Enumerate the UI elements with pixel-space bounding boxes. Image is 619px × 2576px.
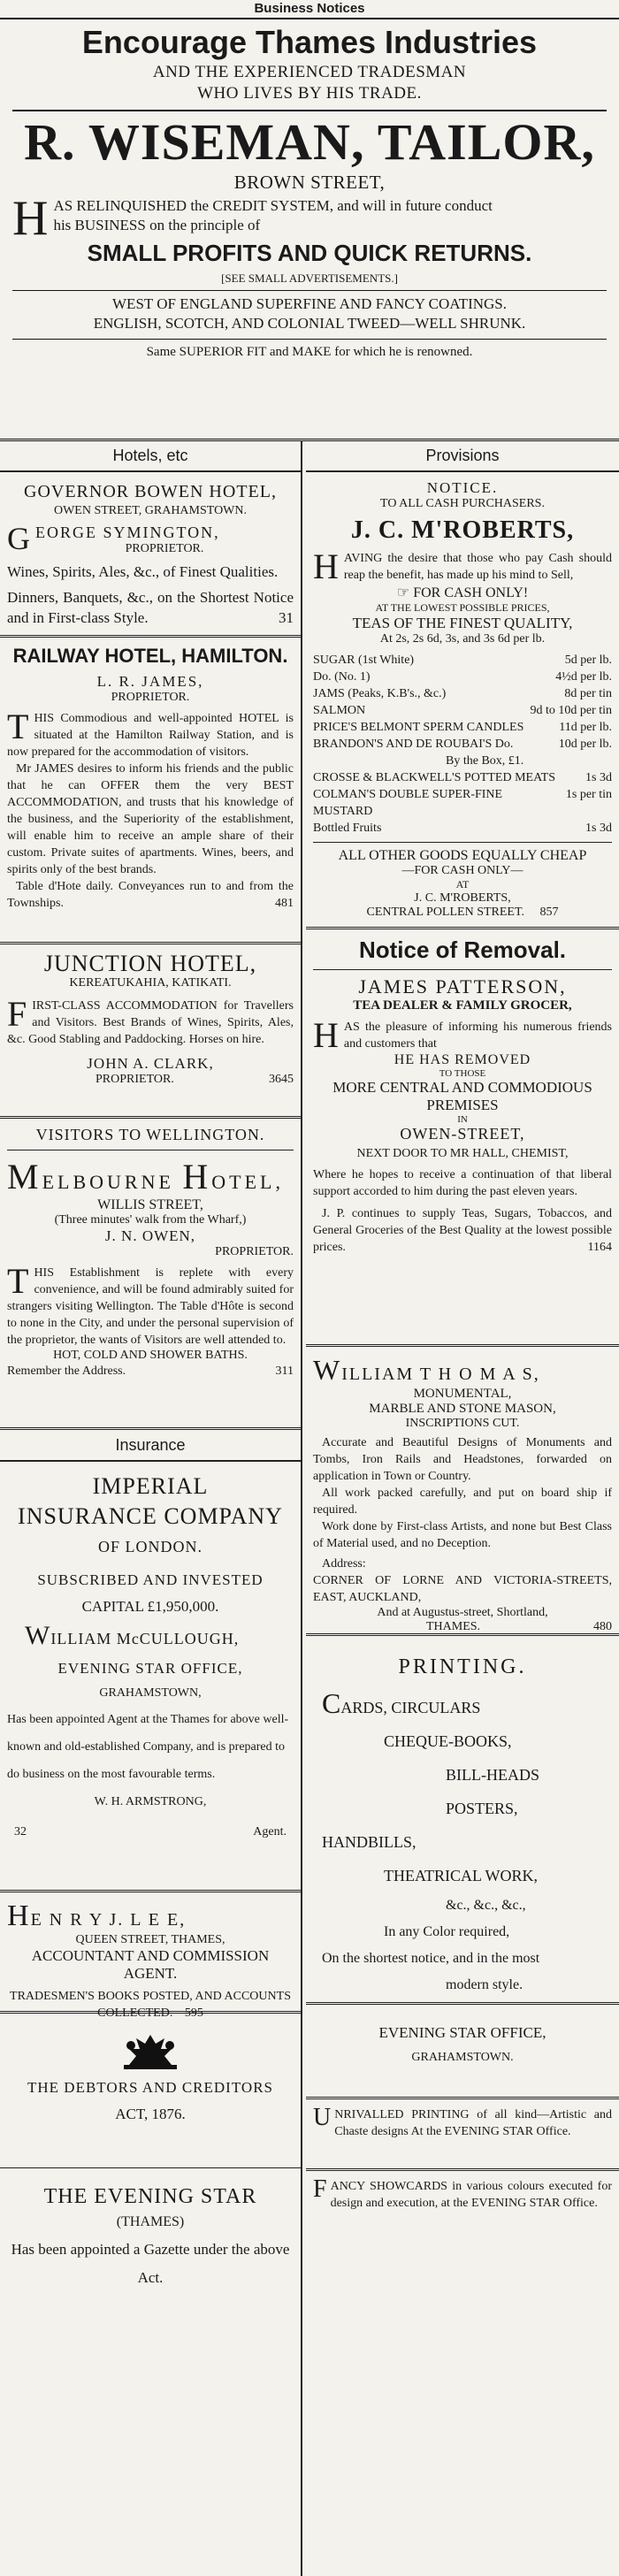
- jc-teaprice: At 2s, 2s 6d, 3s, and 3s 6d per lb.: [379, 632, 546, 646]
- evening-star-office-ad: [306, 2005, 619, 2099]
- price-item-name: COLMAN'S DOUBLE SUPER-FINE MUSTARD: [313, 788, 503, 818]
- ins-name-text: ILLIAM McCULLOUGH,: [50, 1630, 240, 1647]
- henry-lee-ad: [0, 1892, 301, 2020]
- price-row: [313, 820, 612, 837]
- cloth-line-1: WEST OF ENGLAND SUPERFINE AND FANCY COATINGS.: [112, 295, 507, 312]
- hl-title-2: AGENT.: [123, 1965, 178, 1982]
- pr-line-8: In any Color required,: [384, 1924, 510, 1939]
- nr-removed: HE HAS REMOVED: [394, 1052, 531, 1067]
- jc-cheap: ALL OTHER GOODS EQUALLY CHEAP: [338, 848, 587, 863]
- rule: [313, 969, 612, 970]
- ins-town: GRAHAMSTOWN,: [99, 1686, 202, 1700]
- see-small-ads: [SEE SMALL ADVERTISEMENTS.]: [221, 271, 398, 285]
- wt-title-2: MARBLE AND STONE MASON,: [369, 1402, 556, 1416]
- wt-thames-text: THAMES.: [425, 1620, 481, 1633]
- price-item-name: PRICE'S BELMONT SPERM CANDLES: [313, 721, 524, 734]
- pr-town: GRAHAMSTOWN.: [411, 2051, 514, 2064]
- rule: [12, 290, 607, 291]
- price-item-price: 4½d per lb.: [555, 670, 612, 684]
- ad-number: 32: [14, 1825, 27, 1838]
- melbourne-hotel-ad: [0, 1119, 301, 1430]
- wt-corner: CORNER OF LORNE AND VICTORIA-STREETS, EAST, AUCKLAND,: [313, 1574, 612, 1604]
- section-insurance: Insurance: [0, 1430, 301, 1462]
- gb-title: GOVERNOR BOWEN HOTEL,: [24, 482, 277, 501]
- nr-title: Notice of Removal.: [358, 936, 567, 963]
- governor-bowen-hotel-ad: [0, 472, 301, 638]
- drop-cap: H: [313, 547, 339, 586]
- price-item-name: CROSSE & BLACKWELL'S POTTED MEATS: [313, 771, 555, 784]
- price-item-name: By the Box, £1.: [446, 754, 524, 768]
- pr-line-10: modern style.: [446, 1977, 523, 1992]
- ins-capital: CAPITAL £1,950,000.: [81, 1598, 219, 1615]
- ad-number: 1164: [587, 1241, 612, 1254]
- mroberts-ad: [306, 472, 619, 929]
- royal-arms-icon: [115, 2029, 186, 2074]
- ad-number: 31: [279, 609, 294, 626]
- ad-number: 480: [593, 1620, 612, 1633]
- rh-name: L. R. JAMES,: [96, 673, 204, 690]
- jc-cash: [313, 584, 612, 601]
- jc-body: [313, 547, 612, 586]
- mh-remember-text: Remember the Address.: [7, 1364, 126, 1378]
- gb-proprietor: PROPRIETOR.: [125, 542, 204, 555]
- price-item-name: Do. (No. 1): [313, 670, 371, 684]
- hl-title-1: ACCOUNTANT AND COMMISSION: [31, 1947, 270, 1964]
- wt-and: And at Augustus-street, Shortland,: [377, 1606, 548, 1619]
- tailor-street: BROWN STREET,: [233, 172, 386, 193]
- jc-lowest: AT THE LOWEST POSSIBLE PRICES,: [375, 601, 550, 614]
- imperial-insurance-ad: [0, 1462, 301, 1892]
- mh-proprietor: PROPRIETOR.: [215, 1245, 294, 1258]
- jc-street: [313, 906, 612, 920]
- jc-street-text: CENTRAL POLLEN STREET.: [366, 906, 524, 919]
- price-row: [313, 652, 612, 669]
- wt-title-1: MONUMENTAL,: [413, 1387, 512, 1401]
- fit-line: Same SUPERIOR FIT and MAKE for which he is renowned.: [146, 345, 473, 359]
- wt-address-label: Address:: [322, 1557, 366, 1571]
- cloth-line-2: ENGLISH, SCOTCH, AND COLONIAL TWEED—WELL SHRUNK.: [93, 315, 526, 332]
- jc-to: TO ALL CASH PURCHASERS.: [380, 497, 545, 510]
- gb-dinners-text: Dinners, Banquets, &c., on the Shortest Notice and in First-class Style.: [7, 589, 294, 626]
- pr-office: EVENING STAR OFFICE,: [378, 2024, 546, 2041]
- price-list: [313, 652, 612, 837]
- price-item-price: 5d per lb.: [564, 654, 612, 667]
- jc-notice: NOTICE.: [426, 479, 499, 496]
- mh-visitors: VISITORS TO WELLINGTON.: [35, 1126, 265, 1143]
- pointing-hand-icon: ☞: [396, 585, 414, 600]
- ins-agent-name: [7, 1621, 294, 1651]
- wt-name: [313, 1354, 612, 1387]
- ins-cap-w: W: [25, 1621, 51, 1650]
- ad-number: 481: [275, 897, 294, 910]
- mh-body: [7, 1261, 294, 1349]
- printing-ad: [306, 1636, 619, 2005]
- ins-footer: [7, 1825, 294, 1839]
- ins-sign: W. H. ARMSTRONG,: [94, 1795, 207, 1808]
- es-title: THE EVENING STAR: [43, 2185, 257, 2208]
- mh-remember: [7, 1363, 294, 1380]
- rh-body-3: [7, 878, 294, 912]
- hl-name-text: E N R Y J. L E E,: [30, 1910, 187, 1930]
- un-body: NRIVALLED PRINTING of all kind—Artistic and Chaste designs At the EVENING STAR Office.: [334, 2108, 612, 2138]
- pr-line-2: CHEQUE-BOOKS,: [384, 1732, 512, 1750]
- fs-body: ANCY SHOWCARDS in various colours executed for design and execution, at the EVENING STAR Office.: [330, 2180, 612, 2210]
- dc-title-1: THE DEBTORS AND CREDITORS: [27, 2079, 273, 2096]
- nr-tothose: TO THOSE: [439, 1068, 486, 1079]
- ad-number: 857: [539, 906, 559, 919]
- jh-body: [7, 994, 294, 1048]
- mh-title-cap-m: M: [7, 1157, 42, 1196]
- fs-cap-f: F: [313, 2175, 327, 2203]
- mh-walk: (Three minutes' walk from the Wharf,): [54, 1213, 247, 1227]
- jc-cash-text: FOR CASH ONLY!: [413, 585, 529, 600]
- mh-title-cap-h: H: [182, 1157, 212, 1196]
- hl-name: [7, 1900, 294, 1933]
- pr-line-1: [313, 1686, 612, 1724]
- price-row: [313, 719, 612, 736]
- mh-street: WILLIS STREET,: [97, 1197, 203, 1212]
- mh-body-text: HIS Establishment is replete with every convenience, and will be found admirably suited for strangers visiting Wellington. The Table d'Hôte is second to none in the City, and under the personal supervision of the proprietor, the wants of Visitors are well attended to.: [7, 1266, 294, 1347]
- pr-line-1-text: ARDS, CIRCULARS: [340, 1699, 481, 1716]
- price-item-price: 8d per tin: [564, 687, 612, 700]
- subheading-2: WHO LIVES BY HIS TRADE.: [197, 84, 422, 103]
- tailor-body-line-1: AS RELINQUISHED the CREDIT SYSTEM, and will in future conduct: [53, 197, 493, 214]
- nr-hopes: Where he hopes to receive a continuation of that liberal support accorded to him during the past eleven years.: [313, 1168, 612, 1198]
- ins-agent-label: Agent.: [253, 1825, 287, 1838]
- rh-body-1: HIS Commodious and well-appointed HOTEL is situated at the Hamilton Railway Station, and is now prepared for the accommodation of visitors.: [7, 712, 294, 759]
- drop-cap: H: [12, 191, 49, 246]
- left-column: [0, 440, 302, 2576]
- jc-name: J. C. M'ROBERTS,: [350, 516, 575, 544]
- jh-proprietor-text: PROPRIETOR.: [96, 1073, 174, 1086]
- price-row: [313, 769, 612, 786]
- price-item-name: SALMON: [313, 704, 366, 717]
- nr-next: NEXT DOOR TO MR HALL, CHEMIST,: [356, 1147, 569, 1160]
- headline: Encourage Thames Industries: [81, 24, 538, 60]
- section-provisions: Provisions: [306, 440, 619, 472]
- nr-name: JAMES PATTERSON,: [358, 975, 567, 998]
- wiseman-advertisement: [0, 19, 619, 441]
- william-thomas-ad: [306, 1347, 619, 1636]
- tailor-body: [12, 191, 607, 246]
- ins-subscribed: [7, 1571, 294, 1589]
- nr-body-text: AS the pleasure of informing his numerous friends and customers that: [343, 1020, 612, 1051]
- ins-body: Has been appointed Agent at the Thames for above well-known and old-established Company, and is prepared to do business on the most favourable terms.: [7, 1713, 289, 1781]
- drop-cap: T: [7, 1261, 29, 1301]
- wt-title-3: INSCRIPTIONS CUT.: [405, 1417, 520, 1430]
- mh-name: J. N. OWEN,: [104, 1227, 196, 1244]
- pr-cap-c: C: [322, 1687, 341, 1719]
- gb-name: EORGE SYMINGTON,: [35, 524, 220, 541]
- wt-body-1: Accurate and Beautiful Designs of Monuments and Tombs, Iron Rails and Headstones, forwarded on application in Town or Country.: [313, 1436, 612, 1483]
- jh-address: KEREATUKAHIA, KATIKATI.: [69, 976, 232, 990]
- nr-central: MORE CENTRAL AND COMMODIOUS PREMISES: [332, 1079, 592, 1113]
- fancy-showcards-ad: [306, 2171, 619, 2219]
- hl-address: QUEEN STREET, THAMES,: [75, 1933, 225, 1946]
- rh-body-2: Mr JAMES desires to inform his friends and the public that he can OFFER them the very BEST ACCOMMODATION, and trusts that his knowledge of the business, and the Superiority of the establishment, will enable him to receive an ample share of their custom. Private suites of apartments. Wines, beers, and spirits only of the best brands.: [7, 762, 294, 876]
- rh-body: [7, 707, 294, 761]
- mh-title: [7, 1156, 294, 1197]
- tailor-name: R. WISEMAN, TAILOR,: [24, 113, 595, 171]
- jh-name: JOHN A. CLARK,: [87, 1055, 214, 1072]
- jc-forcash: —FOR CASH ONLY—: [401, 864, 523, 877]
- price-item-name: JAMS (Peaks, K.B's., &c.): [313, 687, 447, 700]
- right-column: [306, 440, 619, 2576]
- nr-supply-text: J. P. continues to supply Teas, Sugars, Tobaccos, and General Groceries of the Best Quality at the lowest possible prices.: [313, 1207, 612, 1254]
- mh-title-rest-2: OTEL,: [211, 1171, 284, 1193]
- wt-cap-w: W: [313, 1354, 342, 1386]
- price-item-name: SUGAR (1st White): [313, 654, 415, 667]
- ad-number: 3645: [269, 1073, 294, 1086]
- gb-proprietor-block: [7, 521, 294, 556]
- price-item-price: 9d to 10d per tin: [530, 704, 612, 717]
- wt-name-text: ILLIAM T H O M A S,: [341, 1364, 540, 1384]
- rule: [313, 842, 612, 843]
- price-row: [313, 702, 612, 719]
- nr-street: OWEN-STREET,: [400, 1125, 525, 1143]
- dc-title-2: ACT, 1876.: [115, 2106, 186, 2122]
- drop-cap: T: [7, 707, 29, 746]
- jc-body-text: AVING the desire that those who pay Cash should reap the benefit, has made up his mind to Sell,: [343, 552, 612, 582]
- nr-supply: [313, 1205, 612, 1256]
- nr-trade: TEA DEALER & FAMILY GROCER,: [353, 998, 572, 1013]
- price-item-price: 1s 3d: [585, 822, 612, 835]
- gb-dinners: [7, 587, 294, 628]
- subheading-1: AND THE EXPERIENCED TRADESMAN: [152, 63, 467, 81]
- price-row: [313, 753, 612, 769]
- price-item-name: Bottled Fruits: [313, 822, 382, 835]
- ad-number: 311: [275, 1364, 294, 1378]
- price-row: [313, 685, 612, 702]
- patterson-removal-ad: [306, 929, 619, 1347]
- jh-proprietor: [7, 1073, 294, 1087]
- ins-title-2: INSURANCE COMPANY: [18, 1503, 283, 1529]
- price-item-price: 1s 3d: [585, 771, 612, 784]
- pr-line-5: HANDBILLS,: [322, 1833, 416, 1851]
- es-sub: (THAMES): [116, 2214, 185, 2229]
- price-row: [313, 736, 612, 753]
- jh-body-text: IRST-CLASS ACCOMMODATION for Travellers and Visitors. Best Brands of Wines, Spirits, Ales, &c. Good Stabling and Paddocking. Horses on hire.: [7, 999, 294, 1046]
- mh-title-rest-1: ELBOURNE: [42, 1171, 174, 1193]
- rule: [12, 339, 607, 340]
- pr-line-3: BILL-HEADS: [446, 1766, 539, 1784]
- jc-teas: TEAS OF THE FINEST QUALITY,: [352, 615, 573, 631]
- pr-line-4: POSTERS,: [446, 1800, 518, 1817]
- drop-cap: F: [7, 994, 27, 1034]
- unrivalled-printing-ad: [306, 2099, 619, 2171]
- slogan: SMALL PROFITS AND QUICK RETURNS.: [87, 240, 532, 266]
- jc-at: AT: [455, 878, 470, 891]
- mh-baths: HOT, COLD AND SHOWER BATHS.: [53, 1349, 248, 1362]
- wt-body-2: All work packed carefully, and put on board ship if required.: [313, 1487, 612, 1517]
- ins-title-3: OF LONDON.: [98, 1538, 203, 1556]
- price-item-name: BRANDON'S AND DE ROUBAI'S Do.: [313, 738, 514, 751]
- debtors-creditors-ad: [0, 2014, 301, 2168]
- fs-text: [313, 2175, 612, 2212]
- jc-sign: J. C. M'ROBERTS,: [414, 891, 511, 905]
- rh-title: RAILWAY HOTEL, HAMILTON.: [12, 645, 288, 667]
- gb-address: OWEN STREET, GRAHAMSTOWN.: [53, 504, 248, 517]
- rule: [12, 110, 607, 111]
- rh-proprietor: PROPRIETOR.: [111, 691, 190, 704]
- gb-wines: Wines, Spirits, Ales, &c., of Finest Qualities.: [7, 563, 279, 580]
- price-item-price: 10d per lb.: [558, 738, 612, 751]
- evening-star-gazette-ad: [0, 2168, 301, 2299]
- ins-cap-s: S: [37, 1571, 47, 1588]
- hl-books-text: TRADESMEN'S BOOKS POSTED, AND ACCOUNTS COLLECTED.: [10, 1990, 291, 2020]
- un-cap-u: U: [313, 2104, 332, 2131]
- rh-body-3-text: Table d'Hote daily. Conveyances run to and from the Townships.: [7, 880, 294, 910]
- es-body: Has been appointed a Gazette under the above Act.: [11, 2241, 290, 2286]
- pr-line-6: THEATRICAL WORK,: [384, 1867, 538, 1884]
- ins-subscribed-text: UBSCRIBED AND INVESTED: [46, 1571, 264, 1588]
- tailor-body-line-2: his BUSINESS on the principle of: [53, 217, 261, 233]
- wt-body-3: Work done by First-class Artists, and none but Best Class of Material used, and no Deception.: [313, 1520, 612, 1550]
- ins-title-1: IMPERIAL: [92, 1473, 209, 1499]
- nr-body: [313, 1015, 612, 1055]
- drop-cap: H: [313, 1015, 339, 1055]
- ad-number: 595: [184, 2007, 203, 2020]
- nr-in: IN: [457, 1114, 468, 1125]
- junction-hotel-ad: [0, 944, 301, 1119]
- price-item-price: 11d per lb.: [559, 721, 612, 734]
- page-header: Business Notices: [0, 0, 619, 19]
- ins-office: EVENING STAR OFFICE,: [57, 1660, 243, 1677]
- pr-line-7: &c., &c., &c.,: [446, 1898, 526, 1913]
- wt-thames: [313, 1620, 612, 1634]
- drop-cap: G: [7, 521, 30, 556]
- price-row: [313, 786, 612, 820]
- section-hotels: Hotels, etc: [0, 440, 301, 472]
- pr-title: PRINTING.: [398, 1655, 527, 1678]
- un-text: [313, 2106, 612, 2140]
- price-row: [313, 669, 612, 685]
- price-item-price: 1s per tin: [565, 788, 612, 801]
- hl-cap-h: H: [7, 1900, 31, 1932]
- jh-title: JUNCTION HOTEL,: [43, 951, 257, 976]
- pr-line-9: On the shortest notice, and in the most: [322, 1951, 540, 1966]
- railway-hotel-ad: [0, 638, 301, 944]
